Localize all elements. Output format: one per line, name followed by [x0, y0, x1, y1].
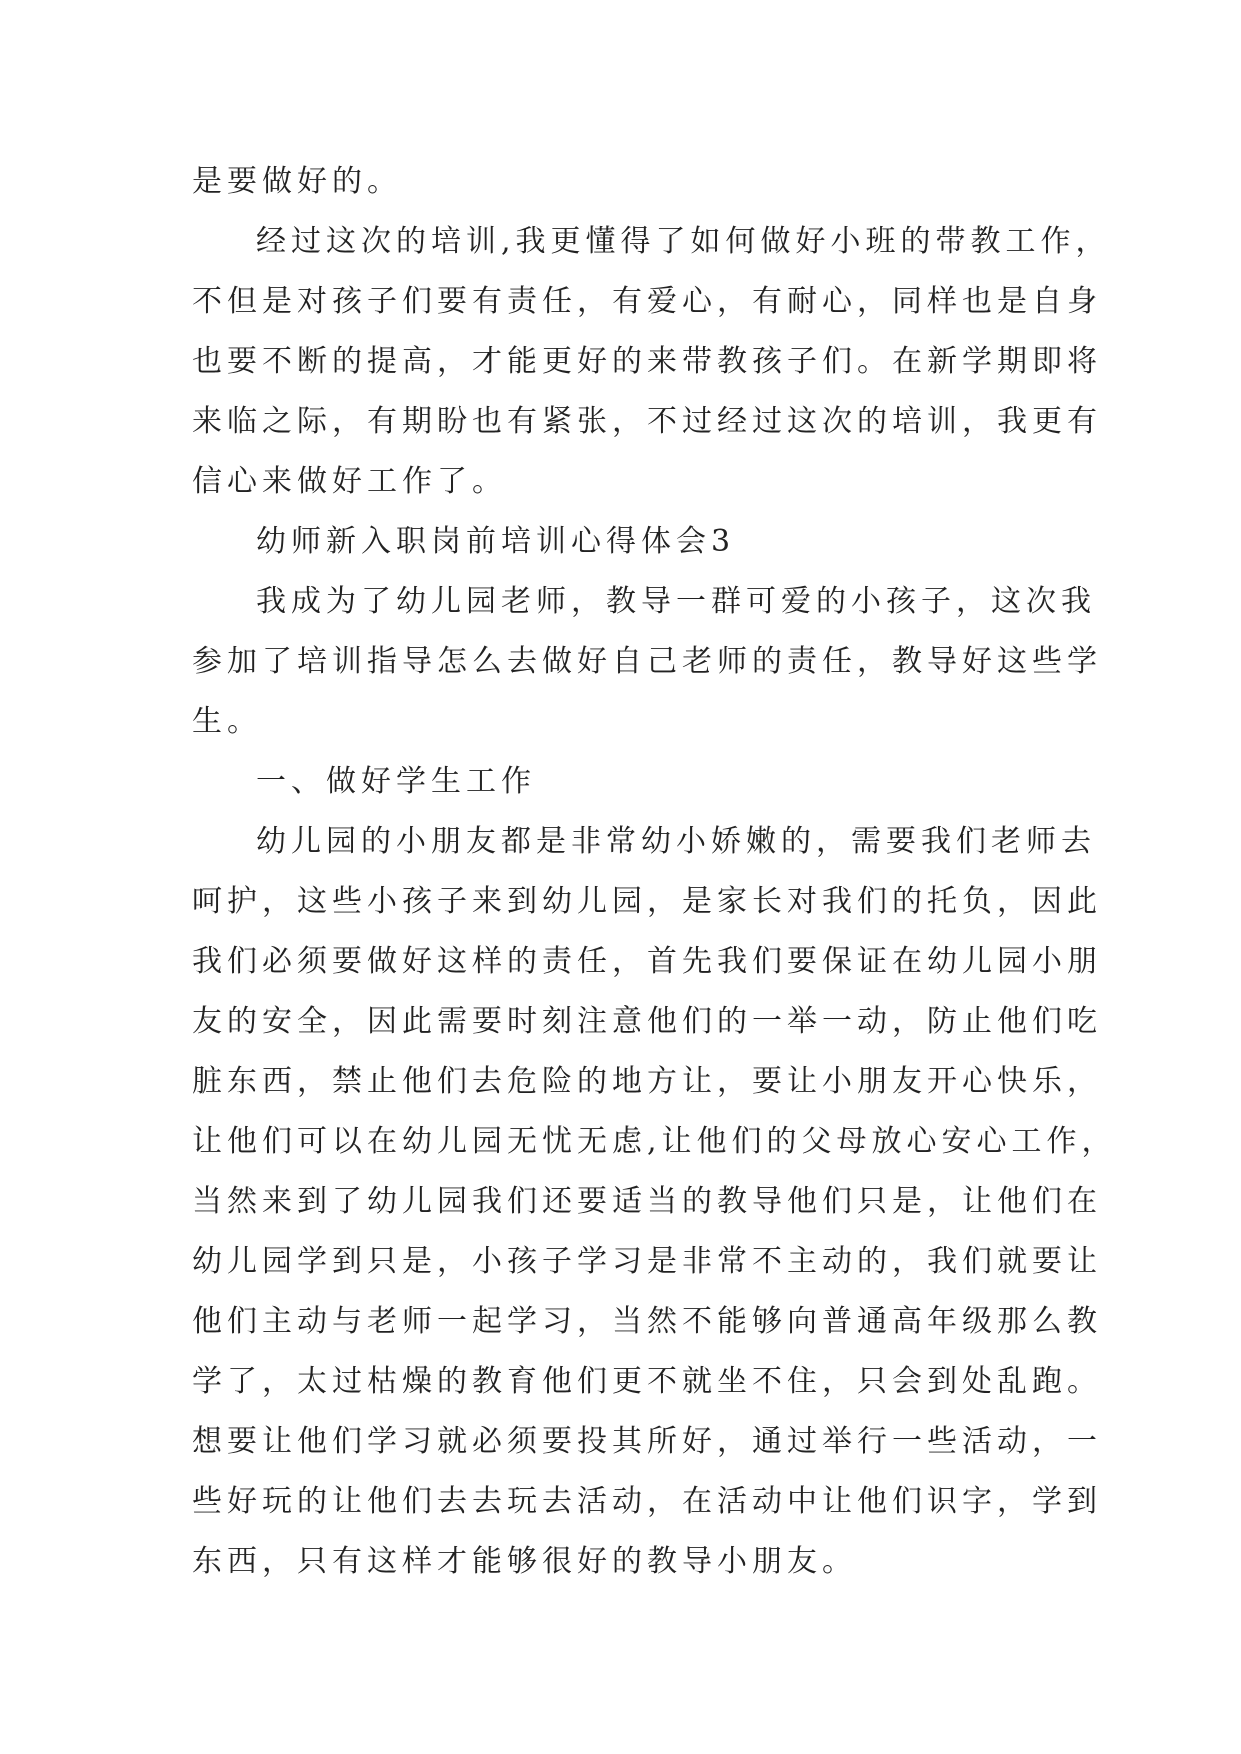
text-line: 信心来做好工作了。 — [192, 464, 507, 499]
text-line: 参加了培训指导怎么去做好自己老师的责任，教导好这些学 — [192, 644, 1102, 679]
text-line: 想要让他们学习就必须要投其所好，通过举行一些活动，一 — [192, 1424, 1102, 1459]
text-line: 我们必须要做好这样的责任，首先我们要保证在幼儿园小朋 — [192, 944, 1102, 979]
text-line: 脏东西，禁止他们去危险的地方让，要让小朋友开心快乐， — [192, 1064, 1102, 1099]
section-heading: 幼师新入职岗前培训心得体会3 — [256, 524, 736, 559]
text-line: 当然来到了幼儿园我们还要适当的教导他们只是，让他们在 — [192, 1184, 1102, 1219]
text-line: 些好玩的让他们去去玩去活动，在活动中让他们识字，学到 — [192, 1484, 1102, 1519]
subsection-heading: 一、做好学生工作 — [256, 764, 536, 799]
text-line: 友的安全，因此需要时刻注意他们的一举一动，防止他们吃 — [192, 1004, 1102, 1039]
text-line: 他们主动与老师一起学习，当然不能够向普通高年级那么教 — [192, 1304, 1102, 1339]
paragraph-first-line: 经过这次的培训,我更懂得了如何做好小班的带教工作， — [256, 224, 1111, 259]
text-line: 不但是对孩子们要有责任，有爱心，有耐心，同样也是自身 — [192, 284, 1102, 319]
text-line: 学了，太过枯燥的教育他们更不就坐不住，只会到处乱跑。 — [192, 1364, 1102, 1399]
text-line: 是要做好的。 — [192, 164, 402, 199]
paragraph-first-line: 幼儿园的小朋友都是非常幼小娇嫩的，需要我们老师去 — [256, 824, 1096, 859]
text-line: 来临之际，有期盼也有紧张，不过经过这次的培训，我更有 — [192, 404, 1102, 439]
text-line: 幼儿园学到只是，小孩子学习是非常不主动的，我们就要让 — [192, 1244, 1102, 1279]
text-line: 呵护，这些小孩子来到幼儿园，是家长对我们的托负，因此 — [192, 884, 1102, 919]
paragraph-first-line: 我成为了幼儿园老师，教导一群可爱的小孩子，这次我 — [256, 584, 1096, 619]
text-line: 东西，只有这样才能够很好的教导小朋友。 — [192, 1544, 857, 1579]
text-line: 也要不断的提高，才能更好的来带教孩子们。在新学期即将 — [192, 344, 1102, 379]
text-line: 生。 — [192, 704, 262, 739]
text-line: 让他们可以在幼儿园无忧无虑,让他们的父母放心安心工作， — [192, 1124, 1117, 1159]
